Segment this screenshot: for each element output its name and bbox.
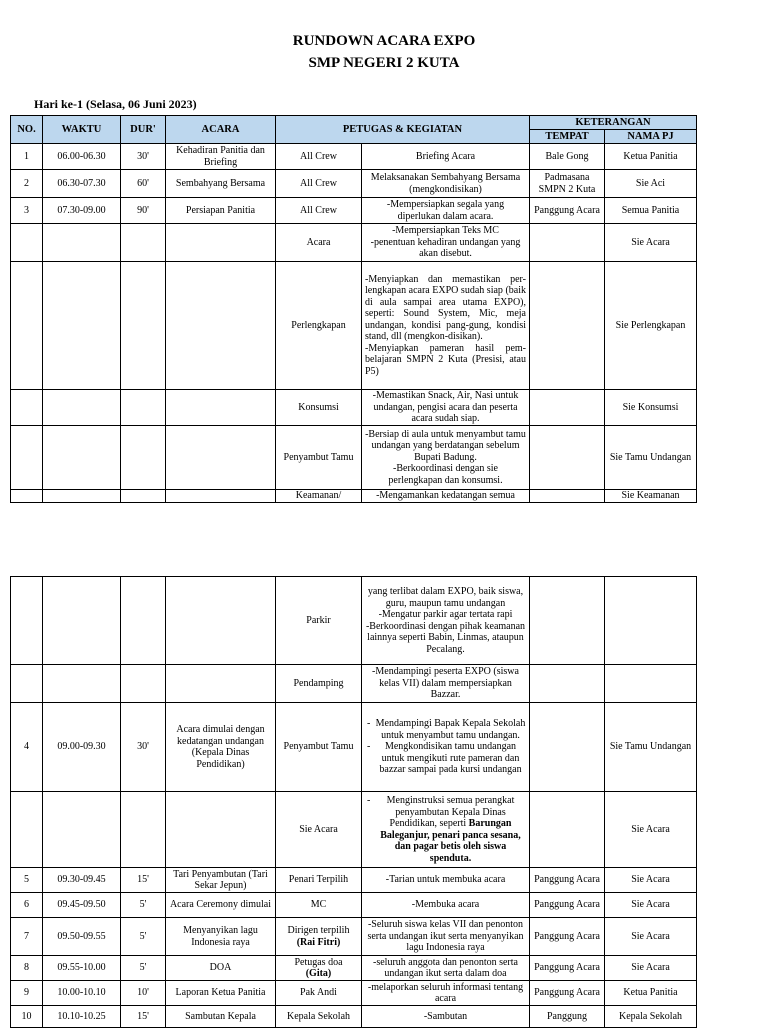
cell-nama-pj: Ketua Panitia — [605, 144, 697, 170]
cell-petugas: MC — [276, 893, 362, 918]
cell-kegiatan: -Mempersiapkan Teks MC -penentuan kehadiran undangan yang akan disebut. — [362, 224, 530, 262]
table-row — [11, 792, 697, 868]
table-row — [11, 1006, 697, 1028]
cell-kegiatan: -Membuka acara — [362, 893, 530, 918]
cell-petugas: Penyambut Tamu — [276, 426, 362, 490]
cell-waktu: 09.45-09.50 — [43, 893, 121, 918]
cell-nama-pj: Sie Acara — [605, 956, 697, 981]
header-keterangan: KETERANGAN — [530, 116, 697, 130]
table-row — [11, 665, 697, 703]
cell-no: 1 — [11, 144, 43, 170]
cell-petugas: Acara — [276, 224, 362, 262]
cell-tempat: Panggung Acara — [530, 956, 605, 981]
cell-tempat: Panggung — [530, 1006, 605, 1028]
cell-petugas: All Crew — [276, 170, 362, 198]
cell-petugas: Konsumsi — [276, 390, 362, 426]
cell-nama-pj: Sie Acara — [605, 224, 697, 262]
table-row — [11, 262, 697, 390]
cell-kegiatan: Melaksanakan Sembahyang Bersama (mengkondisikan) — [362, 170, 530, 198]
cell-nama-pj: Sie Perlengkapan — [605, 262, 697, 390]
table-row — [11, 198, 697, 224]
cell-no: 3 — [11, 198, 43, 224]
cell-nama-pj: Ketua Panitia — [605, 981, 697, 1006]
cell-acara: Tari Penyambutan (Tari Sekar Jepun) — [166, 868, 276, 893]
cell-no: 4 — [11, 703, 43, 792]
cell-kegiatan: - Menginstruksi semua perangkat penyambutan Kepala Dinas Pendidikan, seperti Barungan Baleganjur, penari panca sesana, dan pagar betis oleh siswa spenduta. — [362, 792, 530, 868]
cell-nama-pj: Sie Acara — [605, 918, 697, 956]
cell-petugas: Parkir — [276, 577, 362, 665]
table-row — [11, 144, 697, 170]
cell-kegiatan: -Tarian untuk membuka acara — [362, 868, 530, 893]
header-no: NO. — [11, 116, 43, 144]
cell-kegiatan: -Menyiapkan dan memastikan per-lengkapan acara EXPO sudah siap (baik di aula sampai area utama EXPO), seperti: Sound System, Mic, meja undangan, kondisi pang-gung, kondisi stand, dll (mengkon-disikan). -Menyiapkan pameran hasil pem-belajaran SMPN 2 Kuta (Presisi, atau P5) — [362, 262, 530, 390]
cell-kegiatan: -seluruh anggota dan penonton serta undangan ikut serta dalam doa — [362, 956, 530, 981]
table-row — [11, 893, 697, 918]
header-petugas-kegiatan: PETUGAS & KEGIATAN — [276, 116, 530, 144]
cell-tempat: Bale Gong — [530, 144, 605, 170]
table-row — [11, 868, 697, 893]
cell-waktu: 09.00-09.30 — [43, 703, 121, 792]
cell-kegiatan: -Bersiap di aula untuk menyambut tamu undangan yang berdatangan sebelum Bupati Badung. -Berkoordinasi dengan sie perlengkapan dan konsumsi. — [362, 426, 530, 490]
cell-kegiatan: Briefing Acara — [362, 144, 530, 170]
cell-acara: Sambutan Kepala — [166, 1006, 276, 1028]
cell-dur: 10' — [121, 981, 166, 1006]
table-row — [11, 490, 697, 503]
cell-nama-pj: Sie Acara — [605, 868, 697, 893]
cell-acara: Kehadiran Panitia dan Briefing — [166, 144, 276, 170]
cell-petugas: Petugas doa (Gita) — [276, 956, 362, 981]
cell-petugas: Penyambut Tamu — [276, 703, 362, 792]
cell-acara: Sembahyang Bersama — [166, 170, 276, 198]
cell-petugas: Sie Acara — [276, 792, 362, 868]
cell-nama-pj: Semua Panitia — [605, 198, 697, 224]
cell-tempat: Panggung Acara — [530, 981, 605, 1006]
cell-petugas: Pendamping — [276, 665, 362, 703]
header-waktu: WAKTU — [43, 116, 121, 144]
table-row — [11, 703, 697, 792]
cell-nama-pj: Sie Konsumsi — [605, 390, 697, 426]
cell-kegiatan: -melaporkan seluruh informasi tentang acara — [362, 981, 530, 1006]
cell-nama-pj: Sie Acara — [605, 893, 697, 918]
table-row — [11, 577, 697, 665]
header-tempat: TEMPAT — [530, 130, 605, 144]
cell-no: 6 — [11, 893, 43, 918]
cell-petugas: Perlengkapan — [276, 262, 362, 390]
cell-kegiatan: -Mempersiapkan segala yang diperlukan dalam acara. — [362, 198, 530, 224]
cell-tempat: Panggung Acara — [530, 918, 605, 956]
cell-petugas: Kepala Sekolah — [276, 1006, 362, 1028]
cell-petugas: All Crew — [276, 198, 362, 224]
cell-kegiatan: -Mendampingi peserta EXPO (siswa kelas VII) dalam mempersiapkan Bazzar. — [362, 665, 530, 703]
cell-kegiatan: - Mendampingi Bapak Kepala Sekolah untuk menyambut tamu undangan. - Mengkondisikan tamu undangan untuk mengikuti rute pameran dan bazzar sampai pada kursi undangan — [362, 703, 530, 792]
table-row — [11, 170, 697, 198]
header-acara: ACARA — [166, 116, 276, 144]
day-label: Hari ke-1 (Selasa, 06 Juni 2023) — [34, 97, 197, 111]
cell-kegiatan: -Mengamankan kedatangan semua — [362, 490, 530, 503]
table-row — [11, 224, 697, 262]
cell-petugas: Keamanan/ — [276, 490, 362, 503]
cell-kegiatan: -Seluruh siswa kelas VII dan penonton serta undangan ikut serta menyanyikan lagu Indonesia raya — [362, 918, 530, 956]
document-title-line-1: RUNDOWN ACARA EXPO — [292, 33, 476, 49]
cell-dur: 30' — [121, 144, 166, 170]
header-dur: DUR' — [121, 116, 166, 144]
cell-tempat: Panggung Acara — [530, 198, 605, 224]
cell-dur: 15' — [121, 868, 166, 893]
cell-tempat: Padmasana SMPN 2 Kuta — [530, 170, 605, 198]
document-title-line-2: SMP NEGERI 2 KUTA — [308, 55, 460, 71]
cell-kegiatan: yang terlibat dalam EXPO, baik siswa, guru, maupun tamu undangan -Mengatur parkir agar tertata rapi -Berkoordinasi dengan pihak keamanan lainnya seperti Babin, Linmas, ataupun Pecalang. — [362, 577, 530, 665]
table-row — [11, 918, 697, 956]
cell-nama-pj: Sie Aci — [605, 170, 697, 198]
cell-dur: 30' — [121, 703, 166, 792]
table-row — [11, 981, 697, 1006]
cell-kegiatan: -Memastikan Snack, Air, Nasi untuk undangan, pengisi acara dan peserta acara sudah siap. — [362, 390, 530, 426]
table-row — [11, 426, 697, 490]
table-row — [11, 956, 697, 981]
cell-no: 7 — [11, 918, 43, 956]
cell-nama-pj: Sie Keamanan — [605, 490, 697, 503]
cell-tempat: Panggung Acara — [530, 868, 605, 893]
cell-waktu: 09.30-09.45 — [43, 868, 121, 893]
cell-petugas: Dirigen terpilih (Rai Fitri) — [276, 918, 362, 956]
cell-waktu: 09.50-09.55 — [43, 918, 121, 956]
rundown-table-page-2 — [10, 576, 697, 1028]
header-nama-pj: NAMA PJ — [605, 130, 697, 144]
cell-nama-pj: Sie Tamu Undangan — [605, 703, 697, 792]
cell-acara: DOA — [166, 956, 276, 981]
cell-waktu: 07.30-09.00 — [43, 198, 121, 224]
cell-petugas: Pak Andi — [276, 981, 362, 1006]
cell-dur: 15' — [121, 1006, 166, 1028]
cell-acara: Menyanyikan lagu Indonesia raya — [166, 918, 276, 956]
cell-petugas: All Crew — [276, 144, 362, 170]
cell-petugas: Penari Terpilih — [276, 868, 362, 893]
cell-waktu: 09.55-10.00 — [43, 956, 121, 981]
cell-nama-pj: Kepala Sekolah — [605, 1006, 697, 1028]
cell-dur: 90' — [121, 198, 166, 224]
cell-acara: Acara dimulai dengan kedatangan undangan (Kepala Dinas Pendidikan) — [166, 703, 276, 792]
table-row — [11, 390, 697, 426]
cell-dur: 5' — [121, 893, 166, 918]
cell-no: 9 — [11, 981, 43, 1006]
cell-dur: 5' — [121, 956, 166, 981]
cell-acara: Acara Ceremony dimulai — [166, 893, 276, 918]
cell-waktu: 06.00-06.30 — [43, 144, 121, 170]
cell-no: 2 — [11, 170, 43, 198]
cell-no: 5 — [11, 868, 43, 893]
cell-waktu: 10.00-10.10 — [43, 981, 121, 1006]
cell-no: 8 — [11, 956, 43, 981]
rundown-table-page-1 — [10, 115, 697, 503]
cell-waktu: 06.30-07.30 — [43, 170, 121, 198]
cell-dur: 5' — [121, 918, 166, 956]
cell-no: 10 — [11, 1006, 43, 1028]
cell-acara: Persiapan Panitia — [166, 198, 276, 224]
cell-waktu: 10.10-10.25 — [43, 1006, 121, 1028]
cell-kegiatan: -Sambutan — [362, 1006, 530, 1028]
cell-tempat: Panggung Acara — [530, 893, 605, 918]
cell-acara: Laporan Ketua Panitia — [166, 981, 276, 1006]
cell-dur: 60' — [121, 170, 166, 198]
cell-nama-pj: Sie Acara — [605, 792, 697, 868]
cell-nama-pj: Sie Tamu Undangan — [605, 426, 697, 490]
